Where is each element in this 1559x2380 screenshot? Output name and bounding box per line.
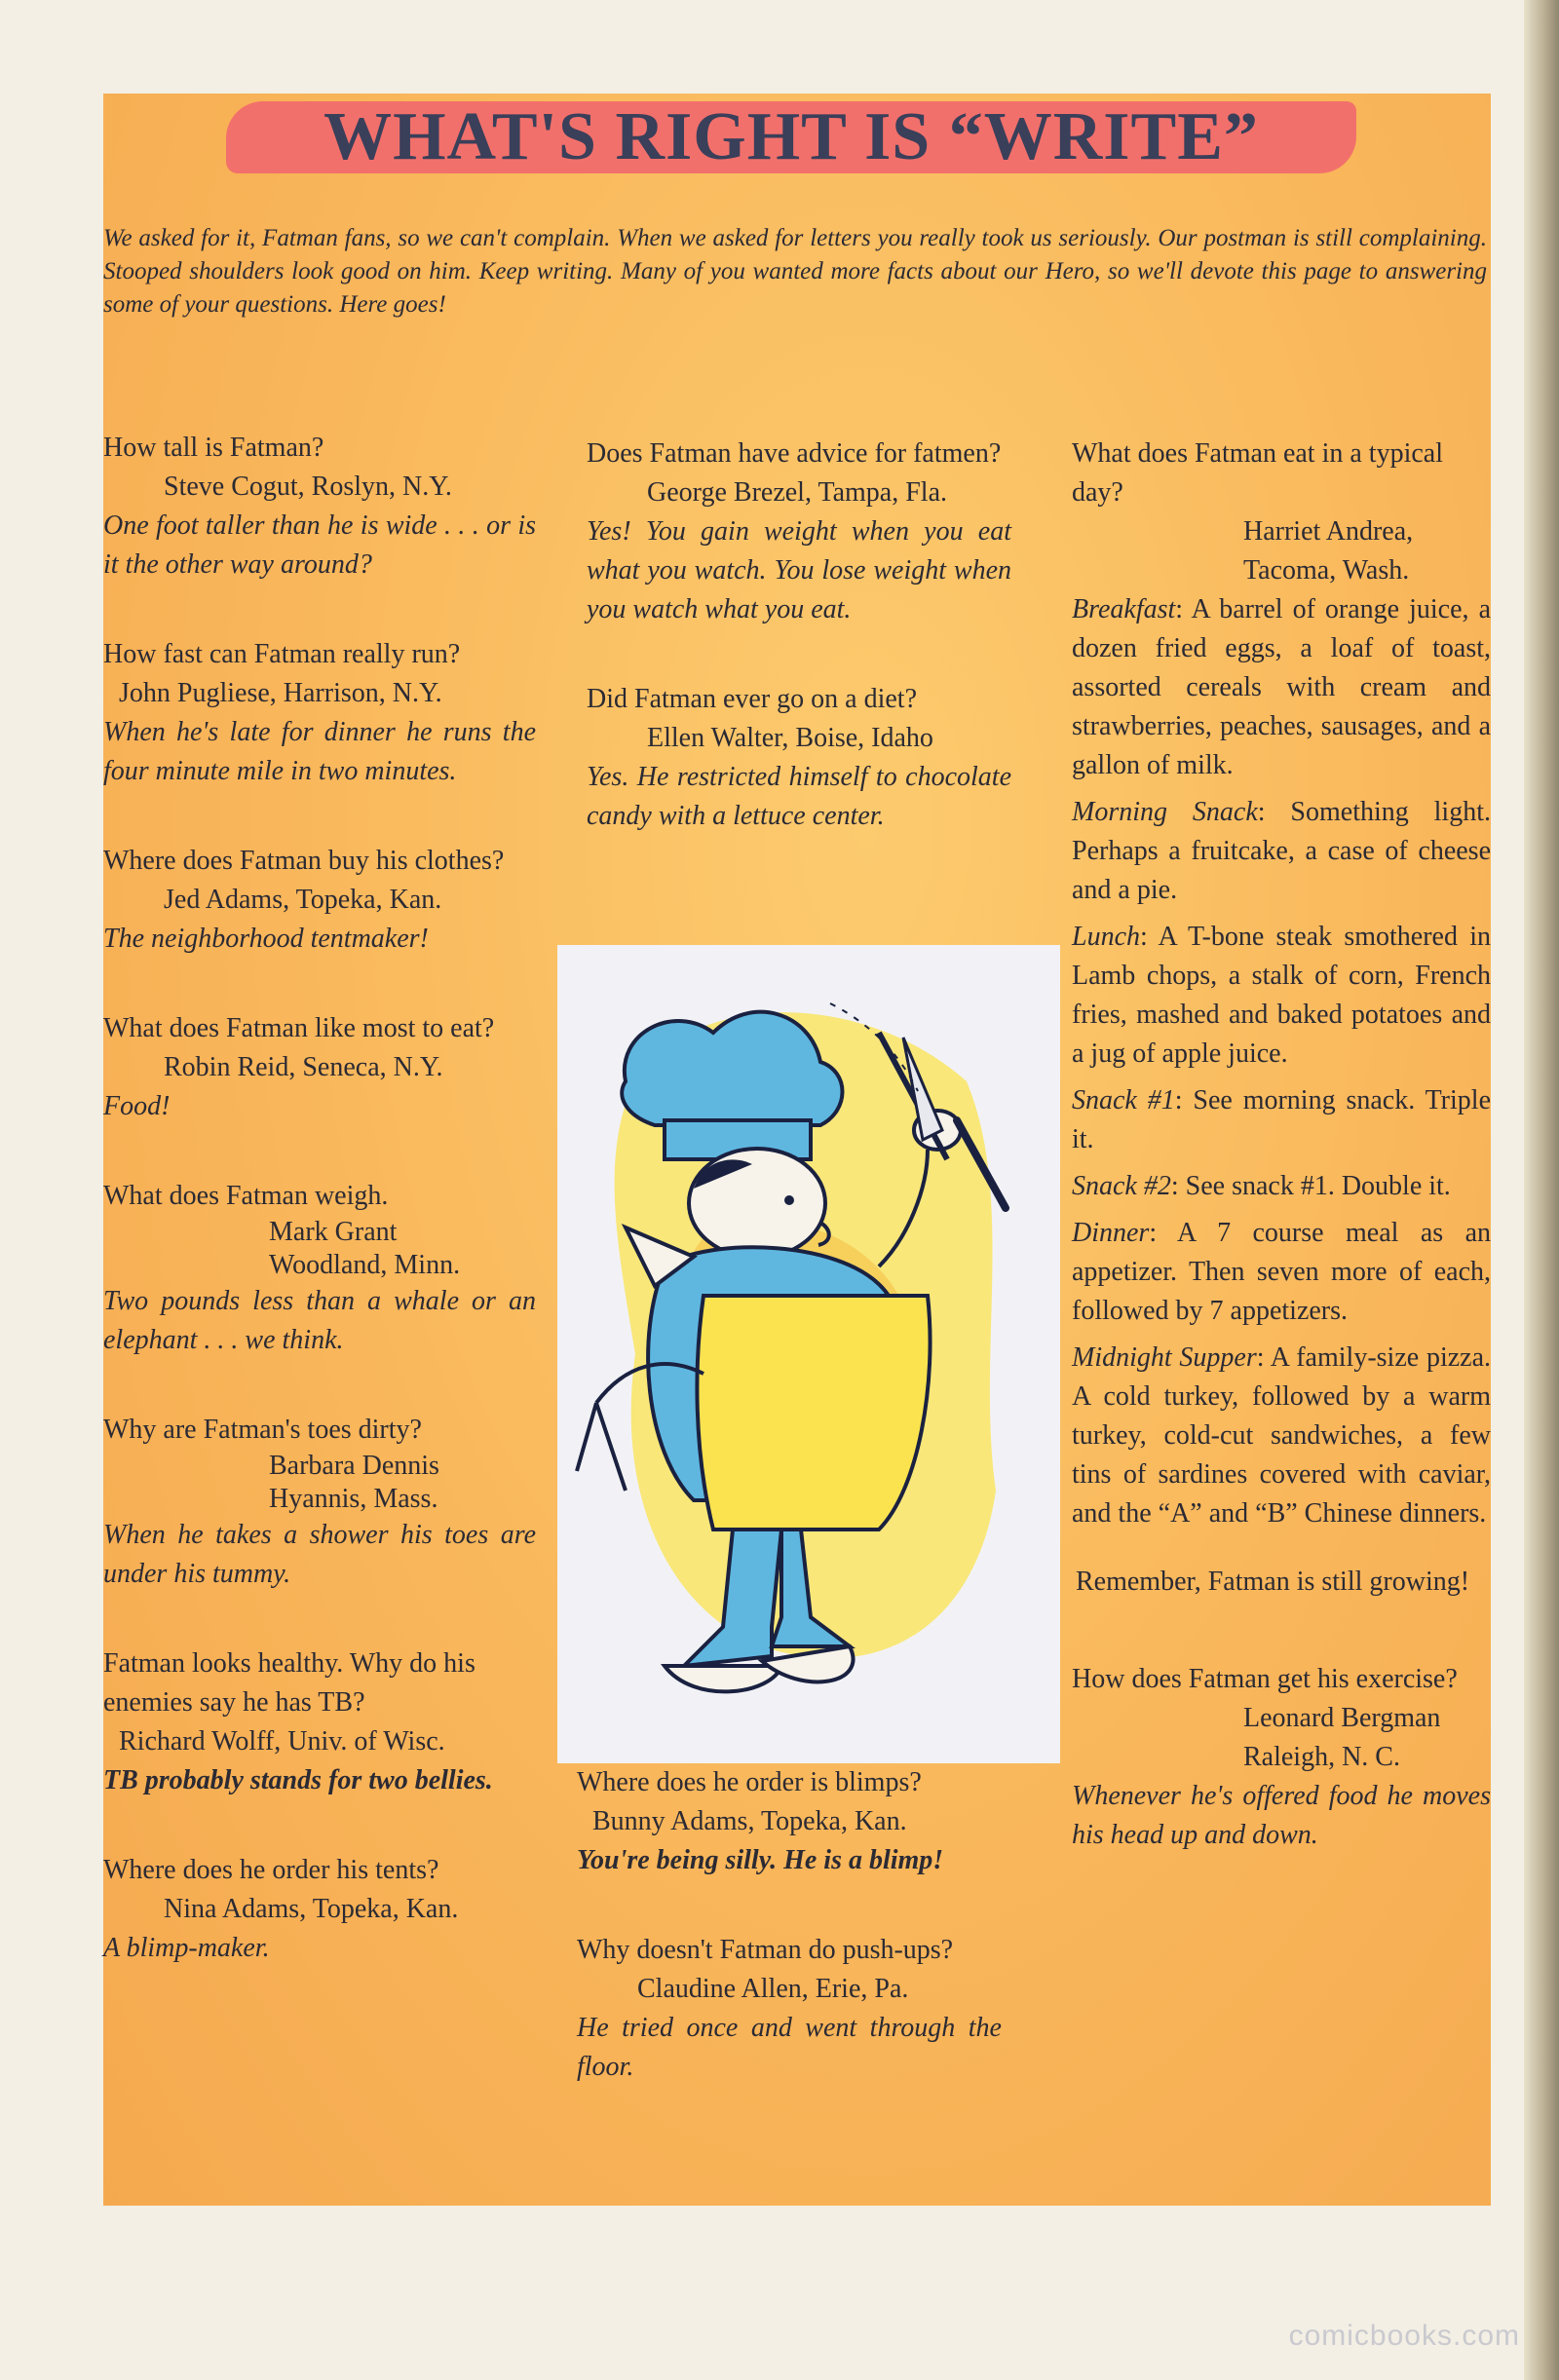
daily-menu <box>1072 590 1491 1533</box>
letter-author: Bunny Adams, Topeka, Kan. <box>592 1806 907 1836</box>
letter-author: Mark Grant <box>269 1217 398 1247</box>
letter-author-location: Woodland, Minn. <box>269 1250 461 1280</box>
letter-author: Nina Adams, Topeka, Kan. <box>164 1894 459 1924</box>
menu-item: Snack #1: See morning snack. Triple it. <box>1072 1085 1491 1154</box>
menu-item: Breakfast: A barrel of orange juice, a dozen fried eggs, a loaf of toast, assorted cereals with cream and strawberries, peaches, sausages, and a gallon of milk. <box>1072 594 1491 780</box>
letter-item <box>103 1177 536 1360</box>
letter-question: Why doesn't Fatman do push-ups? <box>577 1935 954 1965</box>
letter-author: Steve Cogut, Roslyn, N.Y. <box>164 472 452 502</box>
menu-label: Snack #1 <box>1072 1085 1175 1115</box>
letter-item <box>587 434 1011 629</box>
page-gutter-shadow <box>1524 0 1559 2380</box>
letter-question: What does Fatman eat in a typical day? <box>1072 438 1443 508</box>
menu-item: Lunch: A T-bone steak smothered in Lamb chops, a stalk of corn, French fries, mashed and baked potatoes and a jug of apple juice. <box>1072 922 1492 1069</box>
letter-item <box>587 680 1011 836</box>
site-watermark: comicbooks.com <box>1288 2320 1520 2352</box>
letter-question: Where does Fatman buy his clothes? <box>103 846 505 876</box>
letter-author: Harriet Andrea, <box>1243 516 1414 547</box>
menu-label: Lunch <box>1072 922 1140 952</box>
letter-author: Ellen Walter, Boise, Idaho <box>647 723 933 753</box>
letter-answer: The neighborhood tentmaker! <box>103 924 429 954</box>
letter-question: How fast can Fatman really run? <box>103 639 461 669</box>
menu-label: Midnight Supper <box>1072 1342 1257 1373</box>
letter-question: How does Fatman get his exercise? <box>1072 1664 1458 1694</box>
letter-item <box>103 842 536 959</box>
letter-answer: Food! <box>103 1091 171 1121</box>
menu-text: A family-size pizza. A cold turkey, followed by a warm turkey, cold-cut sandwiches, a few tins of sardines covered with caviar, and the “A” and “B” Chinese dinners. <box>1072 1342 1492 1529</box>
menu-item: Dinner: A 7 course meal as an appetizer. Then seven more of each, followed by 7 appetizers. <box>1072 1218 1491 1326</box>
letter-item <box>577 1763 1002 1880</box>
letter-author: Barbara Dennis <box>269 1451 439 1481</box>
menu-text: A barrel of orange juice, a dozen fried eggs, a loaf of toast, assorted cereals with cream and strawberries, peaches, sausages, and a gallon of milk. <box>1072 594 1491 780</box>
menu-text: Something light. Perhaps a fruitcake, a case of cheese and a pie. <box>1072 797 1491 905</box>
letter-question: Why are Fatman's toes dirty? <box>103 1415 422 1445</box>
letter-author-location: Raleigh, N. C. <box>1243 1742 1400 1772</box>
menu-label: Snack #2 <box>1072 1171 1171 1201</box>
letter-item <box>103 1851 536 1968</box>
letter-item <box>103 1009 536 1126</box>
letter-author: Robin Reid, Seneca, N.Y. <box>164 1052 443 1082</box>
letter-author-location: Hyannis, Mass. <box>269 1484 438 1514</box>
letter-item <box>103 1411 536 1594</box>
menu-label: Morning Snack <box>1072 797 1258 827</box>
letter-answer: Two pounds less than a whale or an elephant . . . we think. <box>103 1286 536 1355</box>
letter-item <box>1072 1660 1491 1855</box>
intro-paragraph: We asked for it, Fatman fans, so we can't complain. When we asked for letters you really took us seriously. Our postman is still complaining. Stooped shoulders look good on him. Keep writing. Many of you wanted more facts about our Hero, so we'll devote this page to answering some of your questions. Here goes! <box>103 225 1487 318</box>
letter-author: Jed Adams, Topeka, Kan. <box>164 885 442 915</box>
letter-item <box>577 1931 1002 2087</box>
letter-question: Where does he order his tents? <box>103 1855 439 1885</box>
column-3 <box>1072 434 1491 1855</box>
letter-answer: Whenever he's offered food he moves his head up and down. <box>1072 1781 1491 1850</box>
letter-author: Claudine Allen, Erie, Pa. <box>637 1974 909 2004</box>
letter-item <box>103 429 536 585</box>
letter-question: Where does he order is blimps? <box>577 1767 922 1797</box>
column-2-top <box>587 434 1011 836</box>
column-2-bottom <box>577 1763 1002 2087</box>
letter-answer: You're being silly. He is a blimp! <box>577 1845 944 1875</box>
menu-text: A 7 course meal as an appetizer. Then seven more of each, followed by 7 appetizers. <box>1072 1218 1491 1326</box>
letter-author: Leonard Bergman <box>1243 1703 1441 1733</box>
letter-author: John Pugliese, Harrison, N.Y. <box>119 678 442 708</box>
letter-author-location: Tacoma, Wash. <box>1243 555 1410 586</box>
letter-author: George Brezel, Tampa, Fla. <box>647 477 948 508</box>
closing-remark: Remember, Fatman is still growing! <box>1076 1567 1470 1597</box>
letter-question: What does Fatman weigh. <box>103 1181 389 1211</box>
menu-text: See morning snack. Triple it. <box>1072 1085 1491 1154</box>
letter-answer: Yes. He restricted himself to chocolate candy with a lettuce center. <box>587 762 1011 831</box>
letter-answer: Yes! You gain weight when you eat what you watch. You lose weight when you watch what you eat. <box>587 516 1011 624</box>
letter-question: How tall is Fatman? <box>103 433 324 463</box>
chef-illustration <box>557 945 1060 1763</box>
letter-answer: When he takes a shower his toes are under his tummy. <box>103 1520 536 1589</box>
letter-question: Did Fatman ever go on a diet? <box>587 684 918 714</box>
menu-label: Dinner <box>1072 1218 1150 1248</box>
letter-item <box>103 1644 536 1800</box>
menu-text: See snack #1. Double it. <box>1185 1171 1451 1201</box>
menu-label: Breakfast <box>1072 594 1176 624</box>
menu-item: Midnight Supper: A family-size pizza. A cold turkey, followed by a warm turkey, cold-cut sandwiches, a few tins of sardines covered with caviar, and the “A” and “B” Chinese dinners. <box>1072 1342 1492 1529</box>
chef-fatman-drawing <box>557 945 1060 1763</box>
page-title: WHAT'S RIGHT IS “WRITE” <box>323 99 1259 174</box>
menu-item: Morning Snack: Something light. Perhaps a fruitcake, a case of cheese and a pie. <box>1072 797 1491 905</box>
column-1 <box>103 429 536 1968</box>
letter-question: Fatman looks healthy. Why do his enemies say he has TB? <box>103 1648 475 1718</box>
letter-item <box>103 635 536 791</box>
letter-answer: He tried once and went through the floor. <box>577 2013 1002 2082</box>
menu-text: A T-bone steak smothered in Lamb chops, a stalk of corn, French fries, mashed and baked potatoes and a jug of apple juice. <box>1072 922 1492 1069</box>
menu-item: Snack #2: See snack #1. Double it. <box>1072 1171 1451 1201</box>
letter-question: What does Fatman like most to eat? <box>103 1013 495 1043</box>
letter-answer: When he's late for dinner he runs the four minute mile in two minutes. <box>103 717 536 786</box>
letter-answer: One foot taller than he is wide . . . or is it the other way around? <box>103 510 536 580</box>
letter-answer: TB probably stands for two bellies. <box>103 1765 493 1795</box>
letter-author: Richard Wolff, Univ. of Wisc. <box>119 1726 445 1757</box>
letter-question: Does Fatman have advice for fatmen? <box>587 438 1002 469</box>
letter-answer: A blimp-maker. <box>103 1933 270 1963</box>
